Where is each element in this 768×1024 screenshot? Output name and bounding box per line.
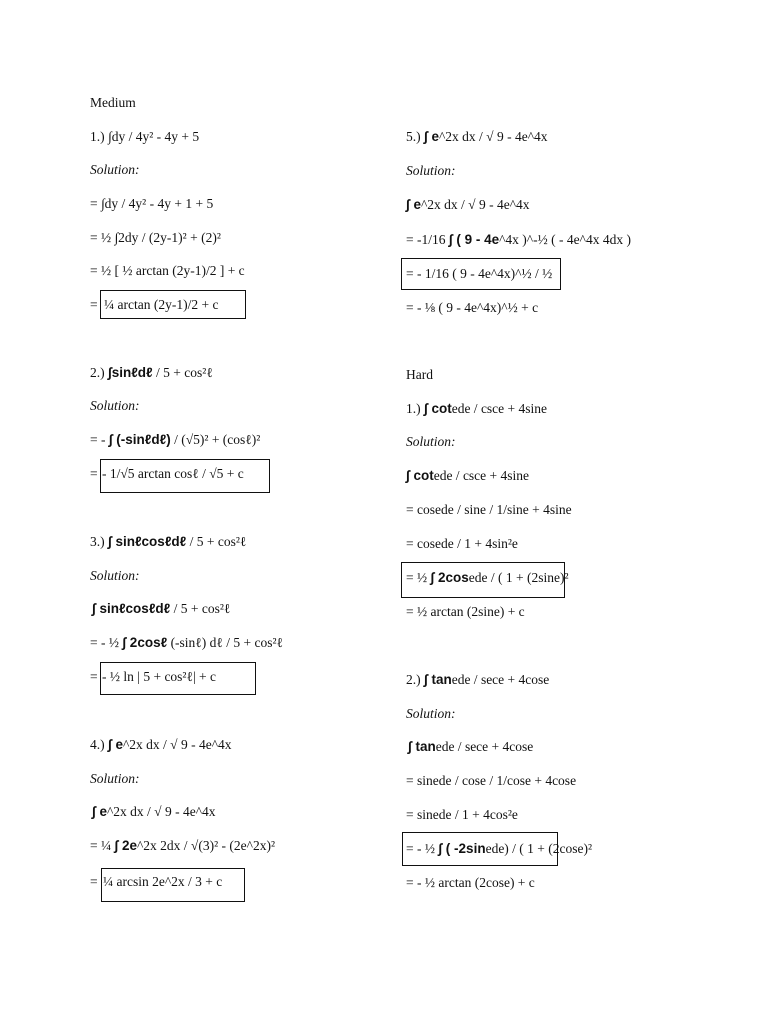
medium-p2-question: 2.) ∫sinℓdℓ / 5 + cos²ℓ [90,365,213,380]
hard-p2-step-2: = sinede / cose / 1/cose + 4cose [406,773,577,788]
section-heading-hard: Hard [406,367,433,382]
medium-p1-answer: ¼ arctan (2y-1)/2 + c [104,297,219,312]
medium-p3-step-2: = - ½ ∫ 2cosℓ (-sinℓ) dℓ / 5 + cos²ℓ [90,635,283,650]
medium-p3-solution-label: Solution: [90,568,140,583]
medium-p3-answer: - ½ ln | 5 + cos²ℓ| + c [102,669,217,684]
hard-p2-step-5: = - ½ arctan (2cose) + c [406,875,535,890]
hard-p1-step-3: = cosede / 1 + 4sin²e [406,536,518,551]
hard-p1-step-5: = ½ arctan (2sine) + c [406,604,525,619]
medium-p4-step-2: = ¼ ∫ 2e^2x 2dx / √(3)² - (2e^2x)² [90,838,275,853]
medium-p1-question: 1.) ∫dy / 4y² - 4y + 5 [90,129,200,144]
medium-p1-solution-label: Solution: [90,162,140,177]
medium-p4-answer: ¼ arcsin 2e^2x / 3 + c [103,874,223,889]
medium-p5-question: 5.) ∫ e^2x dx / √ 9 - 4e^4x [406,129,548,144]
medium-p1-step-3: = ½ [ ½ arctan (2y-1)/2 ] + c [90,263,245,278]
hard-p1-step-2: = cosede / sine / 1/sine + 4sine [406,502,572,517]
medium-p2-step-1: = - ∫ (-sinℓdℓ) / (√5)² + (cosℓ)² [90,432,261,447]
hard-p1-step-1: ∫ cotede / csce + 4sine [406,468,530,483]
medium-p1-step-1: = ∫dy / 4y² - 4y + 1 + 5 [90,196,214,211]
medium-p5-step-1: ∫ e^2x dx / √ 9 - 4e^4x [406,197,530,212]
medium-p5-step-2: = -1/16 ∫ ( 9 - 4e^4x )^-½ ( - 4e^4x 4dx ) [406,232,631,247]
hard-p2-step-1: ∫ tanede / sece + 4cose [408,739,534,754]
medium-p3-question: 3.) ∫ sinℓcosℓdℓ / 5 + cos²ℓ [90,534,247,549]
medium-p1-step-2: = ½ ∫2dy / (2y-1)² + (2)² [90,230,221,245]
medium-p1-answer-prefix: = [90,297,98,312]
medium-p3-answer-prefix: = [90,669,98,684]
medium-p2-answer: - 1/√5 arctan cosℓ / √5 + c [102,466,244,481]
medium-p5-solution-label: Solution: [406,163,456,178]
medium-p5-step-4: = - ⅛ ( 9 - 4e^4x)^½ + c [406,300,539,315]
medium-p4-answer-prefix: = [90,874,98,889]
medium-p4-question: 4.) ∫ e^2x dx / √ 9 - 4e^4x [90,737,232,752]
hard-p2-step-4: = - ½ ∫ ( -2sinede) / ( 1 + (2cose)² [406,841,593,856]
hard-p1-step-4: = ½ ∫ 2cosede / ( 1 + (2sine)² [406,570,569,585]
section-heading-medium: Medium [90,95,136,110]
medium-p4-solution-label: Solution: [90,771,140,786]
hard-p1-question: 1.) ∫ cotede / csce + 4sine [406,401,548,416]
hard-p2-step-3: = sinede / 1 + 4cos²e [406,807,518,822]
medium-p2-solution-label: Solution: [90,398,140,413]
medium-p3-step-1: ∫ sinℓcosℓdℓ / 5 + cos²ℓ [92,601,231,616]
medium-p5-step-3: = - 1/16 ( 9 - 4e^4x)^½ / ½ [406,266,553,281]
hard-p1-solution-label: Solution: [406,434,456,449]
medium-p4-step-1: ∫ e^2x dx / √ 9 - 4e^4x [92,804,216,819]
hard-p2-solution-label: Solution: [406,706,456,721]
hard-p2-question: 2.) ∫ tanede / sece + 4cose [406,672,550,687]
medium-p2-answer-prefix: = [90,466,98,481]
